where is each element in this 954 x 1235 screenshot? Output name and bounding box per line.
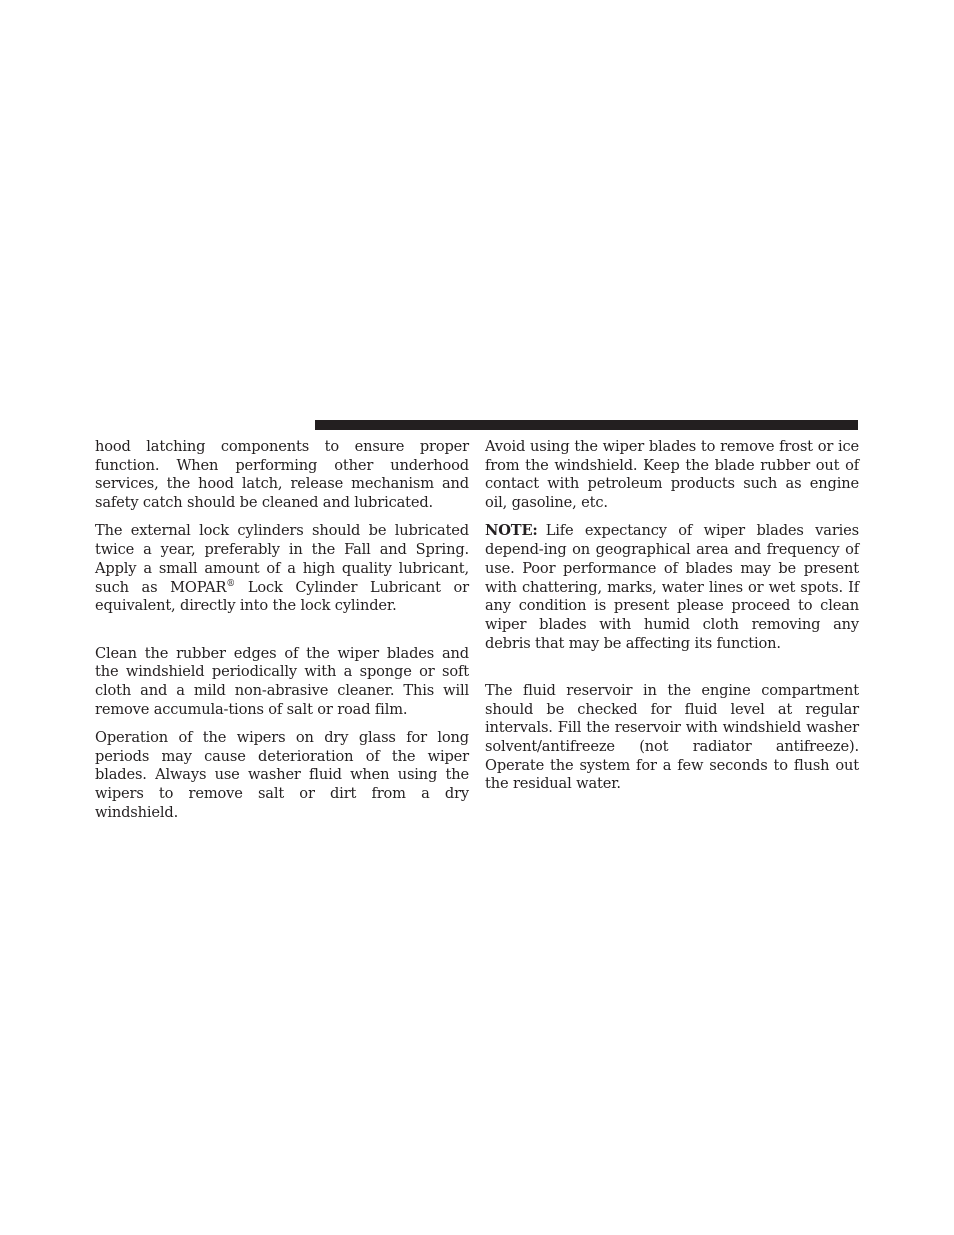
dry-glass-paragraph: Operation of the wipers on dry glass for long periods may cause deterioration of the wiper blades. Always use washer fluid when using the wipers to remove salt or dirt from a dry windshield.: [95, 728, 469, 821]
section-header-rule: [315, 420, 858, 430]
left-column: [95, 438, 469, 822]
lock-cylinder-text-b: Lock Cylinder Lubricant or equivalent, directly into the lock cylinder.: [95, 578, 469, 615]
right-column: [485, 438, 859, 794]
registered-mark: ®: [226, 578, 236, 589]
lock-cylinder-paragraph: [95, 522, 469, 616]
note-text: Life expectancy of wiper blades varies depend-ing on geographical area and frequency of use. Poor performance of blades may be present with chattering, marks, water lines or wet spots. If any condition is present please proceed to clean wiper blades with humid cloth removing any debris that may be affecting its function.: [485, 522, 859, 652]
frost-ice-paragraph: Avoid using the wiper blades to remove frost or ice from the windshield. Keep the blade rubber out of contact with petroleum products such as engine oil, gasoline, etc.: [485, 438, 859, 512]
note-paragraph: [485, 522, 859, 653]
lock-cylinder-text-a: The external lock cylinders should be lubricated twice a year, preferably in the Fall and Spring. Apply a small amount of a high quality lubricant, such as MOPAR: [95, 522, 469, 596]
wiper-clean-paragraph: Clean the rubber edges of the wiper blades and the windshield periodically with a sponge or soft cloth and a mild non-abrasive cleaner. This will remove accumula-tions of salt or road film.: [95, 644, 469, 718]
note-label: NOTE:: [485, 522, 538, 540]
hood-latch-paragraph: hood latching components to ensure proper function. When performing other underhood services, the hood latch, release mechanism and safety catch should be cleaned and lubricated.: [95, 438, 469, 512]
fluid-reservoir-paragraph: The fluid reservoir in the engine compartment should be checked for fluid level at regular intervals. Fill the reservoir with windshield washer solvent/antifreeze (not radiator antifreeze). Operate the system for a few seconds to flush out the residual water.: [485, 681, 859, 793]
